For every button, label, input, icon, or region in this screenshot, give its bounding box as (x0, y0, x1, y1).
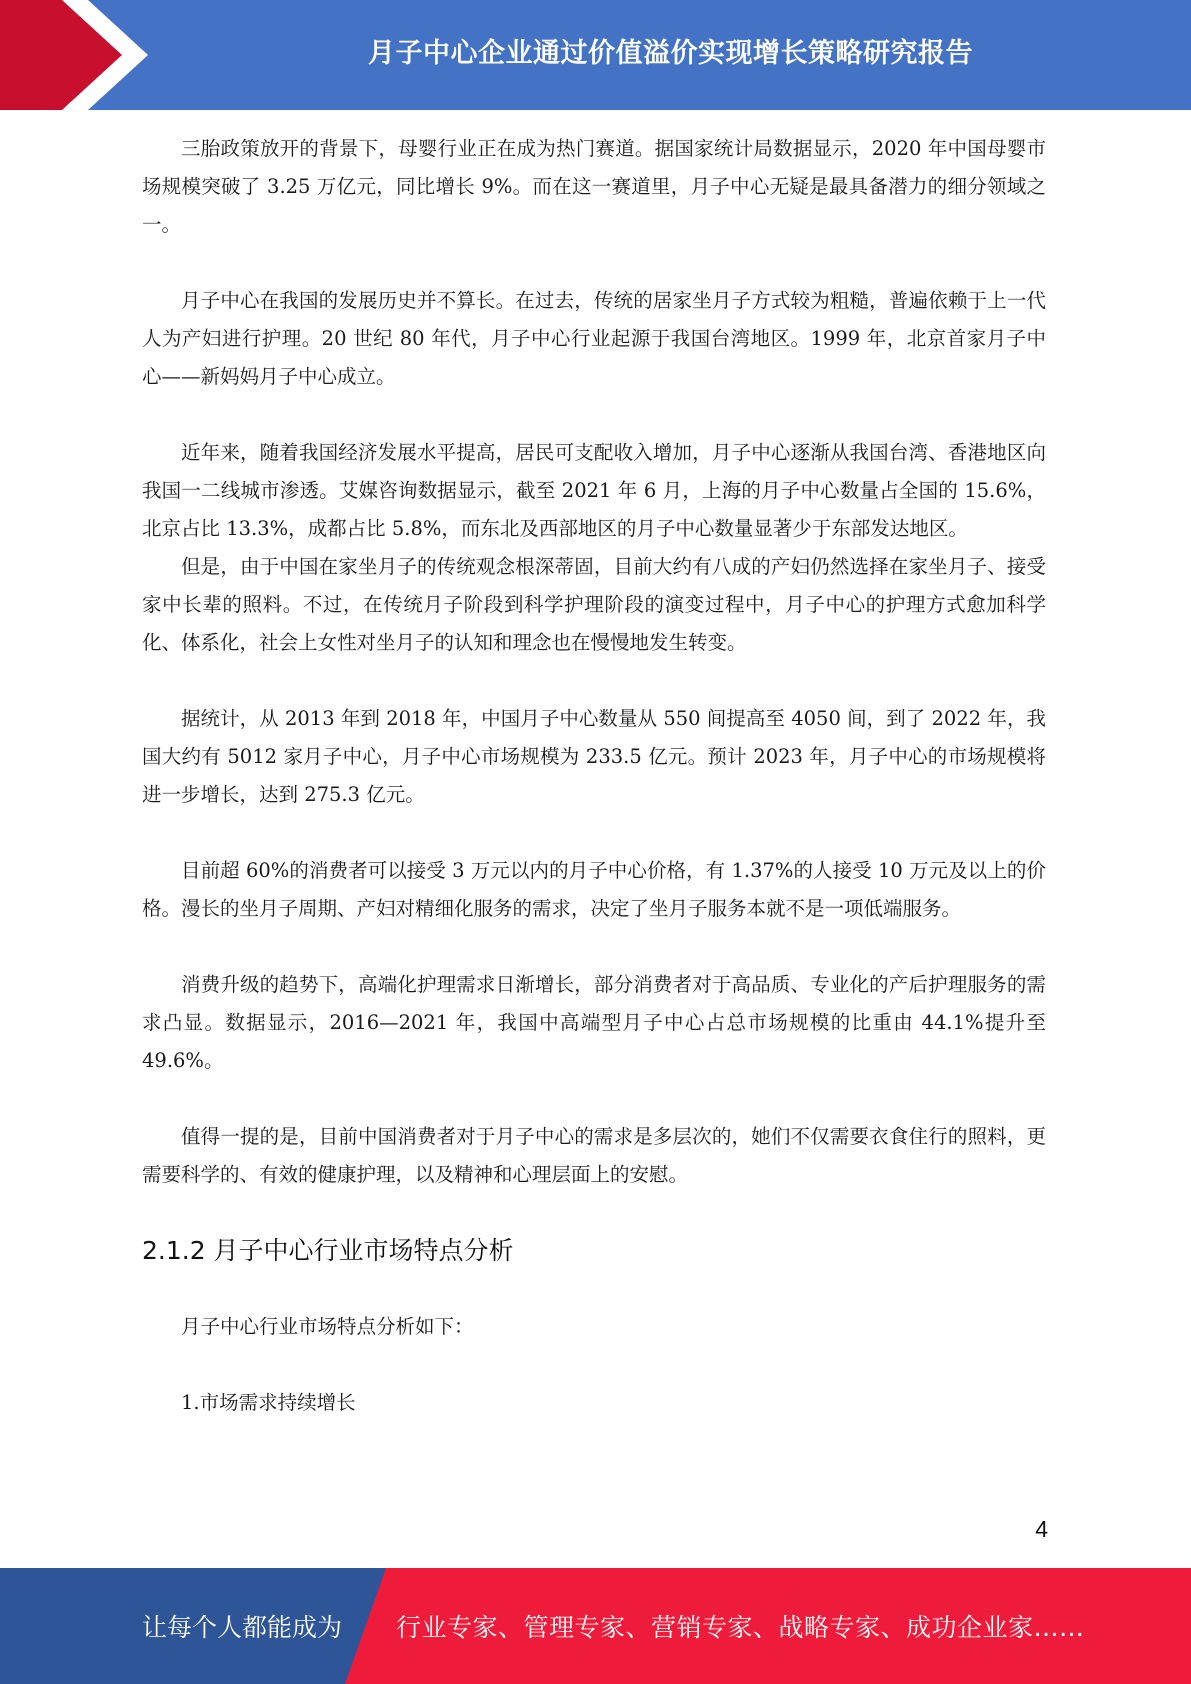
footer-slogan-right: 行业专家、管理专家、营销专家、战略专家、成功企业家…… (396, 1613, 1085, 1642)
paragraph: 消费升级的趋势下，高端化护理需求日渐增长，部分消费者对于高品质、专业化的产后护理服务的需求凸显。数据显示，2016—2021 年，我国中高端型月子中心占总市场规模的比重由 44.1%提升至 49.6%。 (142, 973, 1046, 1072)
footer-slogan-left: 让每个人都能成为 (142, 1613, 343, 1642)
paragraph: 三胎政策放开的背景下，母婴行业正在成为热门赛道。据国家统计局数据显示，2020 年中国母婴市场规模突破了 3.25 万亿元，同比增长 9%。而在这一赛道里，月子中心无疑是最具备潜力的细分领域之一。 (142, 137, 1046, 236)
header-arrow-icon (0, 0, 160, 110)
paragraph-spacer (142, 1194, 1046, 1232)
paragraph-spacer (142, 814, 1046, 852)
paragraph: 但是，由于中国在家坐月子的传统观念根深蒂固，目前大约有八成的产妇仍然选择在家坐月子、接受家中长辈的照料。不过，在传统月子阶段到科学护理阶段的演变过程中，月子中心的护理方式愈加科学化、体系化，社会上女性对坐月子的认知和理念也在慢慢地发生转变。 (142, 555, 1046, 654)
paragraph-spacer (142, 244, 1046, 282)
footer-banner (0, 1568, 1191, 1684)
paragraph-spacer (142, 1346, 1046, 1384)
main-content (142, 130, 1046, 1422)
paragraph: 近年来，随着我国经济发展水平提高，居民可支配收入增加，月子中心逐渐从我国台湾、香港地区向我国一二线城市渗透。艾媒咨询数据显示，截至 2021 年 6 月，上海的月子中心数量占全国的 15.6%，北京占比 13.3%，成都占比 5.8%，而东北及西部地区的月子中心数量显著少于东部发达地区。 (142, 441, 1046, 540)
paragraph-spacer (142, 396, 1046, 434)
header-banner (0, 0, 1191, 110)
paragraph-spacer (142, 928, 1046, 966)
paragraph: 月子中心在我国的发展历史并不算长。在过去，传统的居家坐月子方式较为粗糙，普遍依赖于上一代人为产妇进行护理。20 世纪 80 年代，月子中心行业起源于我国台湾地区。1999 年，北京首家月子中心——新妈妈月子中心成立。 (142, 289, 1046, 388)
paragraph-spacer (142, 1270, 1046, 1308)
paragraph-spacer (142, 662, 1046, 700)
section-intro: 月子中心行业市场特点分析如下： (181, 1315, 474, 1338)
paragraph: 据统计，从 2013 年到 2018 年，中国月子中心数量从 550 间提高至 4050 间，到了 2022 年，我国大约有 5012 家月子中心，月子中心市场规模为 233.5 亿元。预计 2023 年，月子中心的市场规模将进一步增长，达到 275.3 亿元。 (142, 707, 1046, 806)
page-number: 4 (1035, 1516, 1048, 1542)
header-title: 月子中心企业通过价值溢价实现增长策略研究报告 (368, 37, 973, 69)
list-item: 1.市场需求持续增长 (181, 1391, 356, 1414)
paragraph: 目前超 60%的消费者可以接受 3 万元以内的月子中心价格，有 1.37%的人接受 10 万元及以上的价格。漫长的坐月子周期、产妇对精细化服务的需求，决定了坐月子服务本就不是一项低端服务。 (142, 859, 1046, 920)
section-heading: 2.1.2 月子中心行业市场特点分析 (142, 1236, 514, 1265)
paragraph-spacer (142, 1080, 1046, 1118)
paragraph: 值得一提的是，目前中国消费者对于月子中心的需求是多层次的，她们不仅需要衣食住行的照料，更需要科学的、有效的健康护理，以及精神和心理层面上的安慰。 (142, 1125, 1046, 1186)
